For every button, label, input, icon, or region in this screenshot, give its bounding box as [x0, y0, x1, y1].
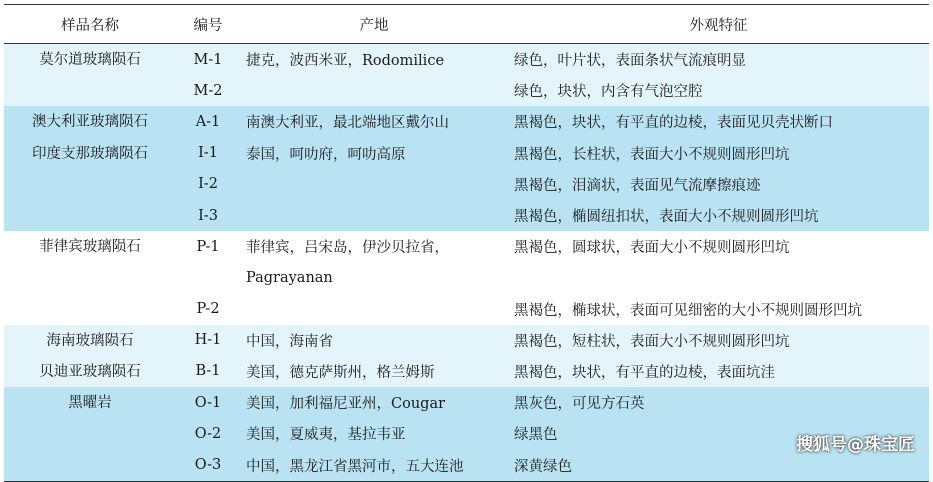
cell-origin: 中国，海南省 [246, 333, 333, 350]
cell-origin: 美国，加利福尼亚州，Cougar [246, 396, 446, 413]
cell-origin [240, 294, 508, 325]
cell-code: P-1 [196, 238, 220, 255]
cell-code: O-1 [194, 394, 222, 411]
table-body [4, 44, 929, 482]
header-sample-name: 样品名称 [4, 5, 176, 44]
cell-origin: Pagrayanan [246, 269, 333, 286]
cell-sample-name: 印度支那玻璃陨石 [32, 145, 148, 162]
specimen-table-container [4, 4, 929, 482]
cell-sample-name: 莫尔道玻璃陨石 [39, 52, 141, 68]
cell-origin: 南澳大利亚，最北端地区戴尔山 [246, 115, 449, 132]
cell-appearance: 黑褐色，短柱状，表面大小不规则圆形凹坑 [514, 333, 790, 350]
header-origin: 产地 [240, 5, 508, 44]
table-row [4, 200, 929, 231]
cell-sample-name: 澳大利亚玻璃陨石 [32, 114, 148, 131]
cell-code [176, 262, 240, 293]
cell-origin: 菲律宾，吕宋岛，伊沙贝拉省， [246, 240, 449, 257]
table-row [4, 44, 929, 76]
cell-code: B-1 [195, 363, 221, 380]
cell-code: I-1 [198, 145, 218, 162]
cell-origin: 泰国，呵叻府，呵叻高原 [246, 146, 406, 163]
cell-origin [240, 200, 508, 231]
cell-sample-name [4, 262, 176, 293]
cell-sample-name: 黑曜岩 [68, 395, 112, 412]
table-row [4, 231, 929, 262]
cell-sample-name [4, 200, 176, 231]
cell-origin: 捷克，波西米亚，Rodomilice [246, 53, 445, 70]
cell-appearance: 绿色，叶片状，表面条状气流痕明显 [514, 53, 746, 70]
cell-origin: 美国，夏威夷，基拉韦亚 [246, 427, 406, 444]
table-row [4, 262, 929, 293]
cell-appearance: 黑褐色，长柱状，表面大小不规则圆形凹坑 [514, 146, 790, 163]
cell-sample-name: 菲律宾玻璃陨石 [39, 239, 141, 256]
cell-code: M-1 [193, 51, 223, 68]
table-row [4, 325, 929, 356]
cell-code: O-3 [176, 449, 240, 481]
header-code: 编号 [176, 5, 240, 44]
cell-appearance: 绿黑色 [514, 427, 558, 444]
cell-sample-name: 贝迪亚玻璃陨石 [39, 363, 141, 380]
cell-origin [240, 169, 508, 200]
cell-sample-name: 海南玻璃陨石 [46, 332, 134, 349]
cell-appearance: 黑褐色，块状，有平直的边棱，表面坑洼 [514, 364, 775, 381]
header-appearance: 外观特征 [508, 5, 929, 44]
cell-appearance: 深黄绿色 [508, 449, 929, 481]
cell-sample-name [4, 294, 176, 325]
watermark: 搜狐号@珠宝匠 [796, 435, 915, 455]
table-row [4, 418, 929, 449]
cell-sample-name [4, 418, 176, 449]
cell-appearance: 黑褐色，泪滴状，表面见气流摩擦痕迹 [514, 177, 761, 194]
cell-code: M-2 [193, 82, 223, 99]
table-header-row [4, 5, 929, 44]
cell-appearance: 黑褐色，椭球状，表面可见细密的大小不规则圆形凹坑 [514, 302, 862, 319]
cell-code: I-3 [198, 207, 218, 224]
cell-appearance [508, 262, 929, 293]
cell-origin: 中国，黑龙江省黑河市，五大连池 [240, 449, 508, 481]
table-row [4, 138, 929, 169]
cell-sample-name [4, 169, 176, 200]
cell-appearance: 黑褐色，块状，有平直的边棱，表面见贝壳状断口 [514, 115, 833, 132]
cell-code: I-2 [198, 176, 218, 193]
table-row [4, 356, 929, 387]
cell-appearance: 绿色，块状，内含有气泡空腔 [514, 84, 703, 101]
table-row [4, 106, 929, 137]
cell-code: H-1 [194, 332, 222, 349]
table-row [4, 75, 929, 106]
cell-sample-name [4, 75, 176, 106]
cell-appearance: 黑灰色，可见方石英 [514, 396, 645, 413]
table-row [4, 449, 929, 481]
cell-origin [240, 75, 508, 106]
specimen-table [4, 4, 929, 482]
cell-appearance: 黑褐色，椭圆纽扣状，表面大小不规则圆形凹坑 [514, 209, 819, 226]
cell-code: O-2 [194, 425, 222, 442]
cell-sample-name [4, 449, 176, 481]
table-row [4, 169, 929, 200]
cell-code: P-2 [196, 301, 220, 318]
cell-code: A-1 [195, 113, 221, 130]
cell-appearance: 黑褐色，圆球状，表面大小不规则圆形凹坑 [514, 240, 790, 257]
cell-origin: 美国，德克萨斯州，格兰姆斯 [246, 364, 435, 381]
table-row [4, 387, 929, 418]
table-row [4, 294, 929, 325]
